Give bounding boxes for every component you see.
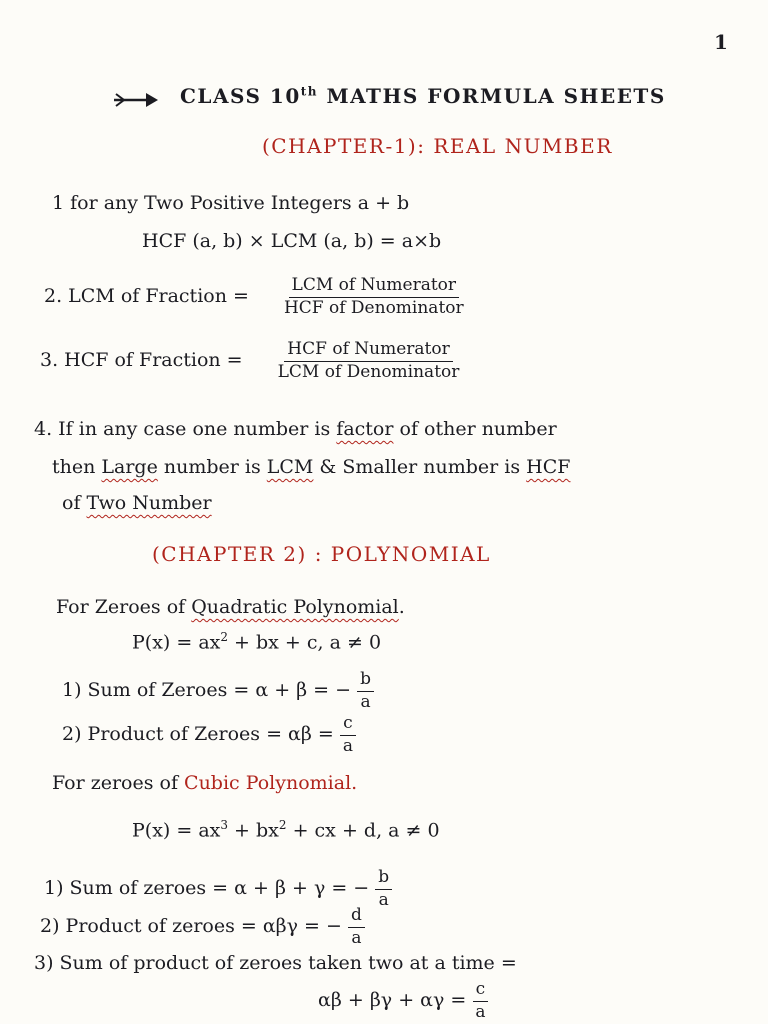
item-2: 2. LCM of Fraction = $\frac{\text{LCM of Numerator}}{\text{HCF of Denominator}}$ bbox=[44, 276, 467, 318]
quadratic-product: 2) Product of Zeroes = αβ = $\frac{c}{a}$ bbox=[62, 714, 356, 756]
lcm-fraction: $\frac{\text{LCM of Numerator}}{\text{HCF of Denominator}}$ bbox=[283, 275, 464, 318]
item-1-formula: HCF (a, b) × LCM (a, b) = a×b bbox=[142, 230, 442, 252]
item-4-line-2: then Large number is LCM & Smaller number is HCF bbox=[52, 456, 571, 478]
page-number: 1 bbox=[714, 30, 728, 54]
cubic-product: 2) Product of zeroes = αβγ = − $\frac{d}{a}$ bbox=[40, 906, 365, 948]
chapter-2-heading: (CHAPTER 2) : POLYNOMIAL bbox=[152, 542, 491, 566]
quadratic-sum: 1) Sum of Zeroes = α + β = − $\frac{b}{a}$ bbox=[62, 670, 374, 712]
item-4-line-1: 4. If in any case one number is factor of other number bbox=[34, 418, 557, 440]
page-title: CLASS 10th MATHS FORMULA SHEETS bbox=[180, 84, 666, 108]
cubic-pair-sum-label: 3) Sum of product of zeroes taken two at a time = bbox=[34, 952, 517, 974]
item-3: 3. HCF of Fraction = $\frac{\text{HCF of Numerator}}{\text{LCM of Denominator}}$ bbox=[40, 340, 462, 382]
hcf-fraction: $\frac{\text{HCF of Numerator}}{\text{LCM of Denominator}}$ bbox=[277, 339, 460, 382]
quadratic-intro: For Zeroes of Quadratic Polynomial. bbox=[56, 596, 405, 618]
chapter-1-heading: (CHAPTER-1): REAL NUMBER bbox=[262, 134, 613, 158]
cubic-pair-sum-eq: αβ + βγ + αγ = $\frac{c}{a}$ bbox=[318, 980, 489, 1022]
cubic-sum: 1) Sum of zeroes = α + β + γ = − $\frac{b}{a}$ bbox=[44, 868, 392, 910]
quadratic-equation: $P(x) = ax^2$ + bx + c, a ≠ 0 bbox=[132, 630, 382, 654]
arrow-icon bbox=[112, 88, 162, 112]
cubic-equation: $P(x) = ax^3 + bx^2$ + cx + d, a ≠ 0 bbox=[132, 818, 440, 842]
item-4-line-3: of Two Number bbox=[62, 492, 212, 514]
cubic-intro: For zeroes of Cubic Polynomial. bbox=[52, 772, 358, 794]
item-1-text: 1 for any Two Positive Integers a + b bbox=[52, 192, 410, 214]
